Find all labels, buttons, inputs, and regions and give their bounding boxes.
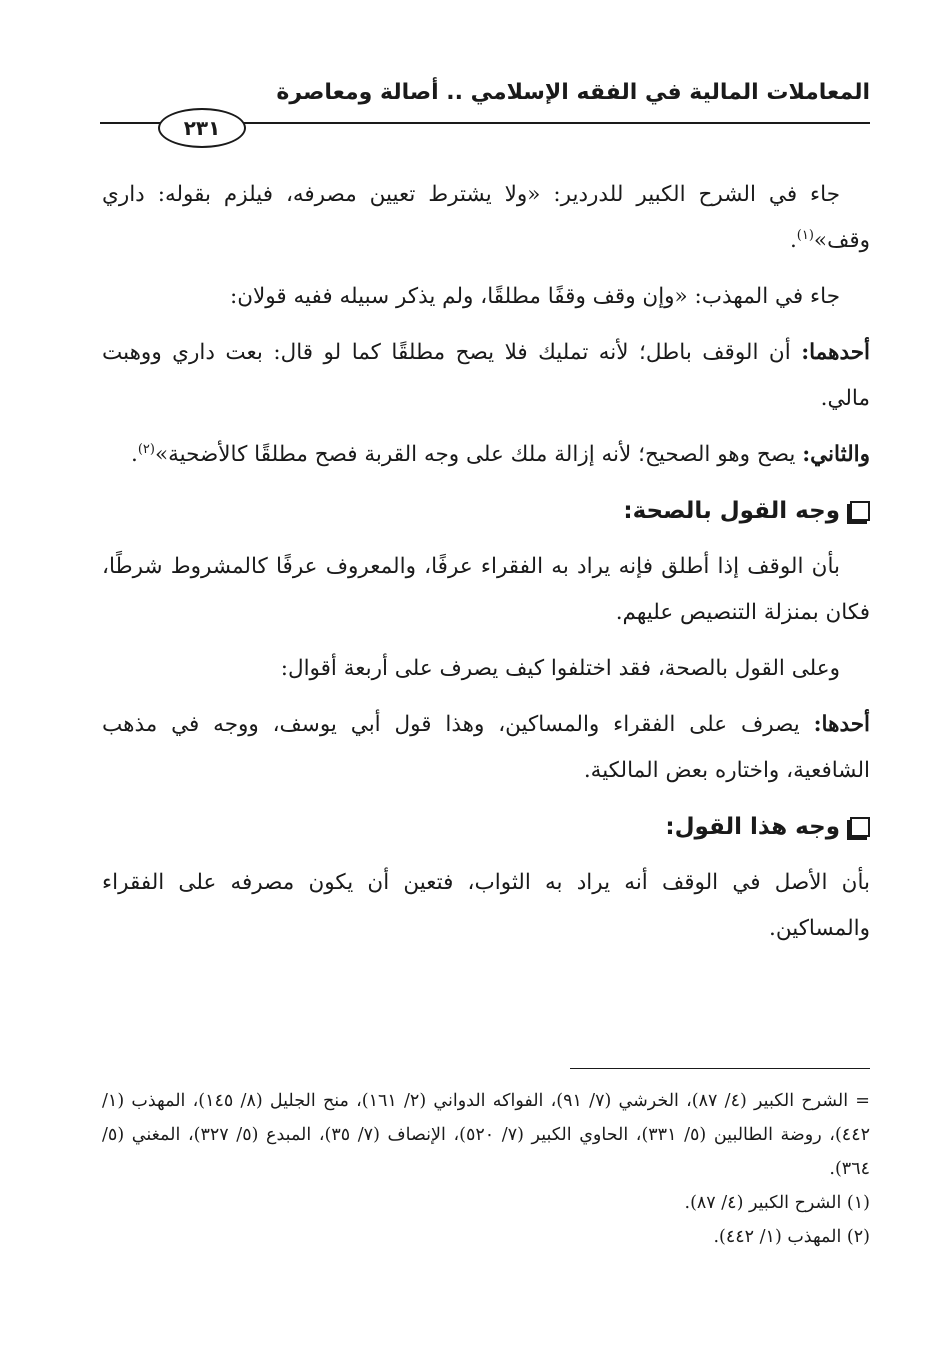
paragraph-first-opinion — [102, 330, 870, 422]
paragraph-four-opinions — [102, 646, 870, 692]
page-number: ٢٣١ — [158, 108, 246, 148]
section-heading-validity — [102, 488, 870, 534]
paragraph-second-opinion — [102, 432, 870, 478]
footnote-ref: (٢) — [137, 441, 155, 457]
paragraph-lead: أحدهما: — [801, 340, 870, 365]
paragraph-dardir-quote — [102, 172, 870, 264]
paragraph-validity-reason — [102, 544, 870, 636]
paragraph-tail: . — [131, 442, 138, 467]
paragraph-muhadhab-intro — [102, 274, 870, 320]
paragraph-text: جاء في الشرح الكبير للدردير: «ولا يشترط تعيين مصرفه، فيلزم بقوله: داري وقف» — [102, 182, 870, 253]
paragraph-lead: أحدها: — [813, 712, 870, 737]
section-heading-text: وجه القول بالصحة: — [623, 498, 840, 524]
section-heading-text: وجه هذا القول: — [665, 814, 840, 840]
running-header-title: المعاملات المالية في الفقه الإسلامي .. أصالة ومعاصرة — [276, 80, 870, 105]
paragraph-text: بأن الأصل في الوقف أنه يراد به الثواب، فتعين أن يكون مصرفه على الفقراء والمساكين. — [102, 870, 870, 941]
paragraph-first-of-four — [102, 702, 870, 794]
footnote-rule — [570, 1068, 870, 1069]
paragraph-text: يصح وهو الصحيح؛ لأنه إزالة ملك على وجه القربة فصح مطلقًا كالأضحية» — [154, 442, 803, 467]
paragraph-text: يصرف على الفقراء والمساكين، وهذا قول أبي يوسف، ووجه في مذهب الشافعية، واختاره بعض المالكية. — [102, 712, 870, 783]
paragraph-reward-reason — [102, 860, 870, 952]
main-text — [102, 172, 870, 962]
footnote-ref: (١) — [796, 227, 814, 243]
paragraph-text: بأن الوقف إذا أطلق فإنه يراد به الفقراء عرفًا، والمعروف عرفًا كالمشروط شرطًا، فكان بمنزلة التنصيص عليهم. — [102, 554, 870, 625]
paragraph-text: وعلى القول بالصحة، فقد اختلفوا كيف يصرف على أربعة أقوال: — [280, 656, 840, 681]
paragraph-text: جاء في المهذب: «وإن وقف وقفًا مطلقًا، ولم يذكر سبيله ففيه قولان: — [230, 284, 840, 309]
paragraph-lead: والثاني: — [802, 442, 870, 467]
square-bullet-icon — [850, 501, 870, 521]
paragraph-tail: . — [789, 228, 797, 253]
square-bullet-icon — [850, 817, 870, 837]
footnote-continued: = الشرح الكبير (٤/ ٨٧)، الخرشي (٧/ ٩١)، الفواكه الدواني (٢/ ١٦١)، منح الجليل (٨/ ١٤٥)، المهذب (١/ ٤٤٢)، روضة الطالبين (٥/ ٣٣١)، الحاوي الكبير (٧/ ٥٢٠)، الإنصاف (٧/ ٣٥)، المبدع (٥/ ٣٢٧)، المغني (٥/ ٣٦٤). — [102, 1091, 870, 1179]
footnote-1: (١) الشرح الكبير (٤/ ٨٧). — [684, 1193, 870, 1213]
paragraph-text: أن الوقف باطل؛ لأنه تمليك فلا يصح مطلقًا كما لو قال: بعت داري ووهبت مالي. — [102, 340, 870, 411]
footnote-2: (٢) المهذب (١/ ٤٤٢). — [713, 1227, 870, 1247]
section-heading-this-opinion — [102, 804, 870, 850]
footnotes — [102, 1084, 870, 1254]
